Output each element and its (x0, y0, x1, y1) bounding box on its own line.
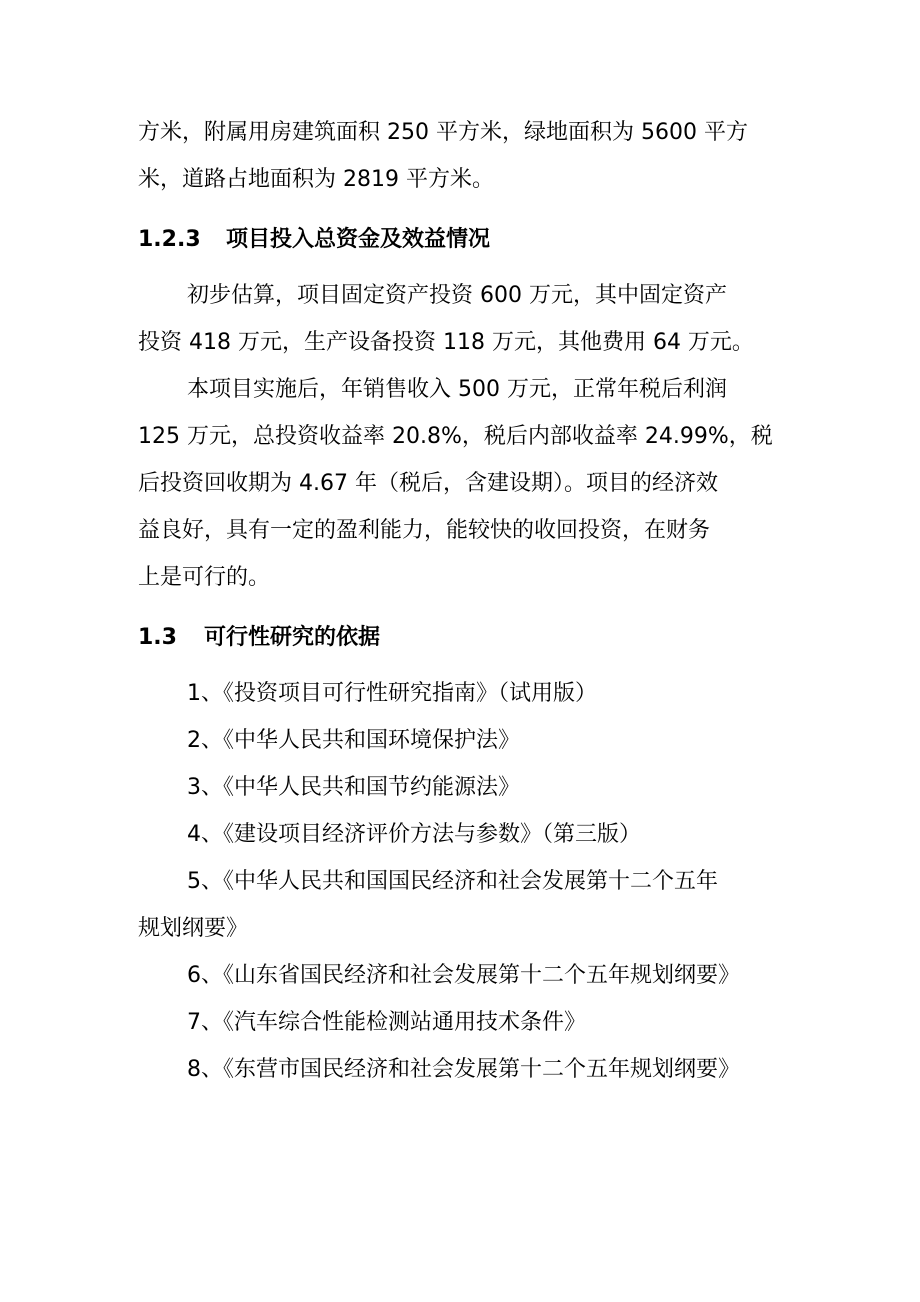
section-heading-1-3 (138, 623, 803, 653)
benefit-para-line-4: 益良好，具有一定的盈利能力，能较快的收回投资，在财务 (138, 518, 711, 543)
section-number: 1.3 (138, 625, 177, 650)
benefit-para-line-3: 后投资回收期为 4.67 年（税后，含建设期）。项目的经济效 (138, 471, 718, 496)
section-title: 项目投入总资金及效益情况 (226, 227, 491, 252)
list-item: 8、《东营市国民经济和社会发展第十二个五年规划纲要》 (187, 1057, 740, 1082)
list-item: 1、《投资项目可行性研究指南》（试用版） (187, 681, 597, 706)
list-item: 2、《中华人民共和国环境保护法》 (187, 728, 520, 753)
list-item-continuation: 规划纲要》 (138, 916, 249, 941)
list-item: 7、《汽车综合性能检测站通用技术条件》 (187, 1010, 586, 1035)
intro-line-1: 方米，附属用房建筑面积 250 平方米，绿地面积为 5600 平方 (138, 120, 748, 145)
list-item: 3、《中华人民共和国节约能源法》 (187, 775, 520, 800)
section-number: 1.2.3 (138, 227, 201, 252)
intro-line-2: 米，道路占地面积为 2819 平方米。 (138, 167, 494, 192)
benefit-para-line-5: 上是可行的。 (138, 565, 271, 590)
section-title: 可行性研究的依据 (204, 625, 381, 650)
document-page (138, 118, 803, 1102)
list-item: 4、《建设项目经济评价方法与参数》（第三版） (187, 822, 641, 847)
list-item: 6、《山东省国民经济和社会发展第十二个五年规划纲要》 (187, 963, 740, 988)
benefit-para-line-2: 125 万元，总投资收益率 20.8%，税后内部收益率 24.99%，税 (138, 424, 773, 449)
benefit-para-line-1: 本项目实施后，年销售收入 500 万元，正常年税后利润 (187, 377, 727, 402)
section-heading-1-2-3 (138, 225, 803, 255)
investment-para-line-2: 投资 418 万元，生产设备投资 118 万元，其他费用 64 万元。 (138, 330, 754, 355)
investment-para-line-1: 初步估算，项目固定资产投资 600 万元，其中固定资产 (187, 283, 727, 308)
list-item: 5、《中华人民共和国国民经济和社会发展第十二个五年 (187, 869, 718, 894)
